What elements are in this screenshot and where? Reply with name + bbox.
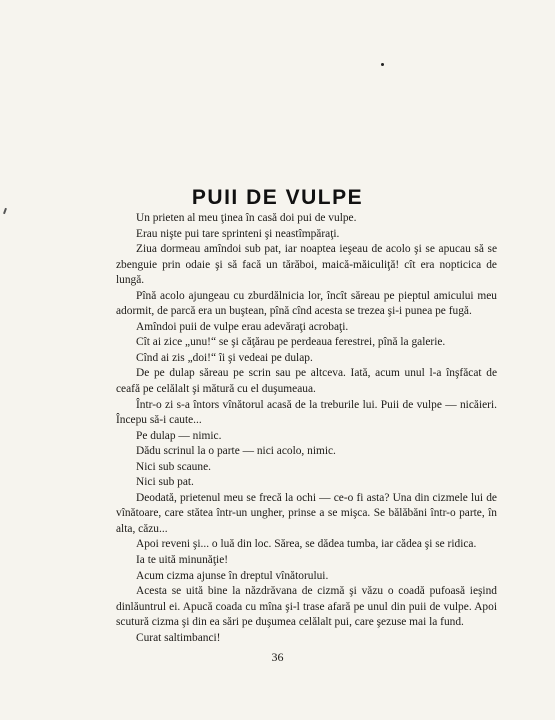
paragraph: Deodată, prietenul meu se frecă la ochi — ce-o fi asta? Una din cizmele lui de vînătoare, care stătea într-un ungher, prinse a se mişca. Se bălăbăni într-o parte, în alta, căzu...: [116, 491, 497, 535]
paragraph: Dădu scrinul la o parte — nici acolo, nimic.: [136, 445, 336, 458]
paragraph: Ziua dormeau amîndoi sub pat, iar noaptea ieşeau de acolo şi se apucau să se zbenguie prin odaie şi să facă un tărăboi, maică-măiculiţă! cît era nopticica de lungă.: [116, 243, 497, 287]
paragraph: Acesta se uită bine la năzdrăvana de cizmă şi văzu o coadă pufoasă ieşind dinlăuntrul ei. Apucă coada cu mîna şi-l trase afară pe unul din puii de vulpe. Apoi scutură cizma şi din ea sări pe duşumea celălalt pui, care şezuse mai la fund.: [116, 585, 497, 629]
paragraph: Într-o zi s-a întors vînătorul acasă de la treburile lui. Puii de vulpe — nicăieri. Începu să-i caute...: [116, 398, 497, 427]
print-speck: [381, 63, 384, 66]
page-number: 36: [271, 650, 284, 664]
paragraph: Apoi reveni şi... o luă din loc. Sărea, se dădea tumba, iar cădea şi se ridica.: [136, 538, 477, 551]
paragraph: Nici sub pat.: [136, 476, 194, 489]
paragraph: Curat saltimbanci!: [136, 631, 221, 644]
paragraph: Amîndoi puii de vulpe erau adevăraţi acrobaţi.: [136, 320, 349, 333]
paragraph: Pe dulap — nimic.: [136, 429, 222, 442]
paragraph: Nici sub scaune.: [136, 460, 211, 473]
paragraph: Un prieten al meu ţinea în casă doi pui de vulpe.: [136, 212, 357, 224]
paragraph: Cît ai zice „unu!“ se şi căţărau pe perdeaua ferestrei, pînă la galerie.: [136, 336, 446, 349]
paragraph: Erau nişte pui tare sprinteni şi neastîmpăraţi.: [136, 227, 340, 240]
paragraph: Acum cizma ajunse în dreptul vînătorului.: [136, 569, 329, 582]
paragraph: Ia te uită minunăţie!: [136, 554, 229, 567]
paragraph: Cînd ai zis „doi!“ îi şi vedeai pe dulap.: [136, 351, 313, 364]
story-body: [116, 211, 497, 646]
paragraph: De pe dulap săreau pe scrin sau pe altceva. Iată, acum unul l-a înşfăcat de ceafă pe celălalt şi mătură cu el duşumeaua.: [116, 367, 497, 396]
paragraph: Pînă acolo ajungeau cu zburdălnicia lor, încît săreau pe pieptul amicului meu adormit, de parcă era un buştean, pînă cînd acesta se trezea şi-i punea pe fugă.: [116, 289, 497, 318]
story-title: PUII DE VULPE: [191, 186, 364, 210]
